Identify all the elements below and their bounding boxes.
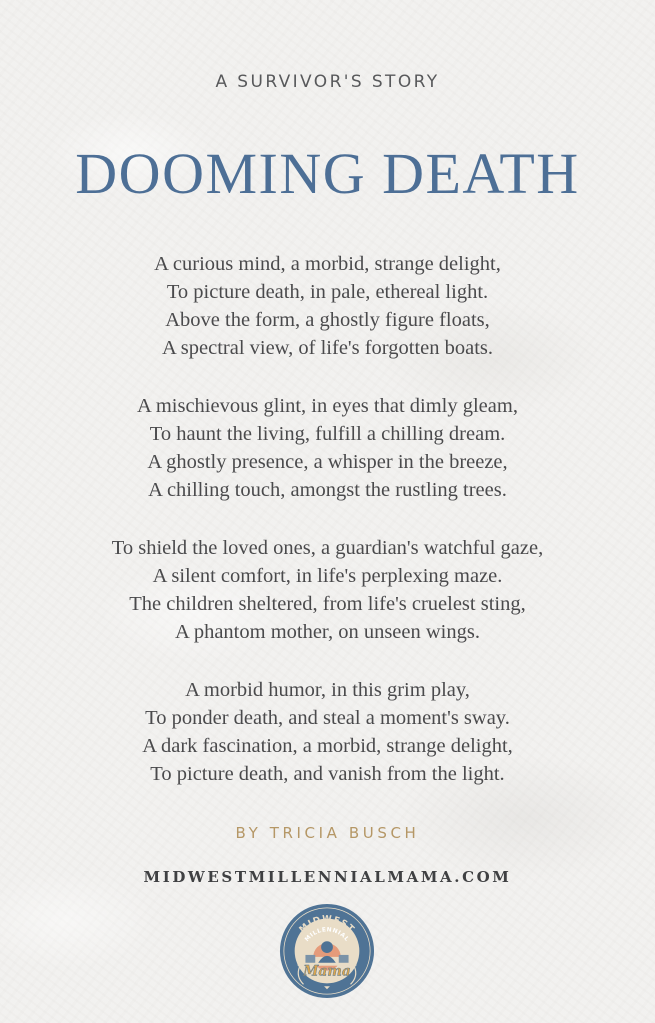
poster-subtitle: A SURVIVOR'S STORY [215, 72, 440, 92]
poem-line: A curious mind, a morbid, strange delight, [154, 253, 501, 275]
author-byline: BY TRICIA BUSCH [235, 824, 420, 842]
poem-line: To haunt the living, fulfill a chilling dream. [149, 423, 506, 445]
poem-line: To picture death, in pale, ethereal light. [166, 281, 489, 303]
poem-line: A chilling touch, amongst the rustling trees. [148, 479, 507, 501]
poem-stanza-1 [0, 250, 655, 362]
poem-body [0, 250, 655, 818]
badge-middle-text: MILLENNIAL [304, 927, 350, 944]
website-link[interactable]: MIDWESTMILLENNIALMAMA.COM [143, 868, 512, 886]
poem-line: To ponder death, and steal a moment's sway. [145, 707, 510, 729]
poem-line: The children sheltered, from life's cruelest sting, [129, 593, 526, 615]
poem-title: DOOMING DEATH [75, 141, 580, 206]
badge-barn-right [339, 955, 349, 963]
poem-line: A mischievous glint, in eyes that dimly gleam, [137, 395, 518, 417]
poem-line: A dark fascination, a morbid, strange delight, [142, 735, 513, 757]
badge-figure-head [321, 941, 333, 953]
poem-stanza-2 [0, 392, 655, 504]
badge-top-text: MIDWEST [297, 914, 357, 936]
poem-line: A phantom mother, on unseen wings. [175, 621, 480, 643]
poem-stanza-3 [0, 534, 655, 646]
poem-stanza-4 [0, 676, 655, 788]
poem-line: Above the form, a ghostly figure floats, [165, 309, 490, 331]
poem-line: A ghostly presence, a whisper in the breeze, [147, 451, 508, 473]
poem-line: A morbid humor, in this grim play, [185, 679, 470, 701]
poem-line: A spectral view, of life's forgotten boats. [161, 337, 494, 359]
midwest-millennial-mama-badge-icon [278, 902, 376, 1000]
poem-line: To shield the loved ones, a guardian's watchful gaze, [111, 537, 544, 559]
poem-line: To picture death, and vanish from the light. [150, 763, 505, 785]
poem-line: A silent comfort, in life's perplexing maze. [152, 565, 503, 587]
badge-barn-left [305, 955, 315, 963]
badge-script-text: Mama [303, 963, 351, 980]
